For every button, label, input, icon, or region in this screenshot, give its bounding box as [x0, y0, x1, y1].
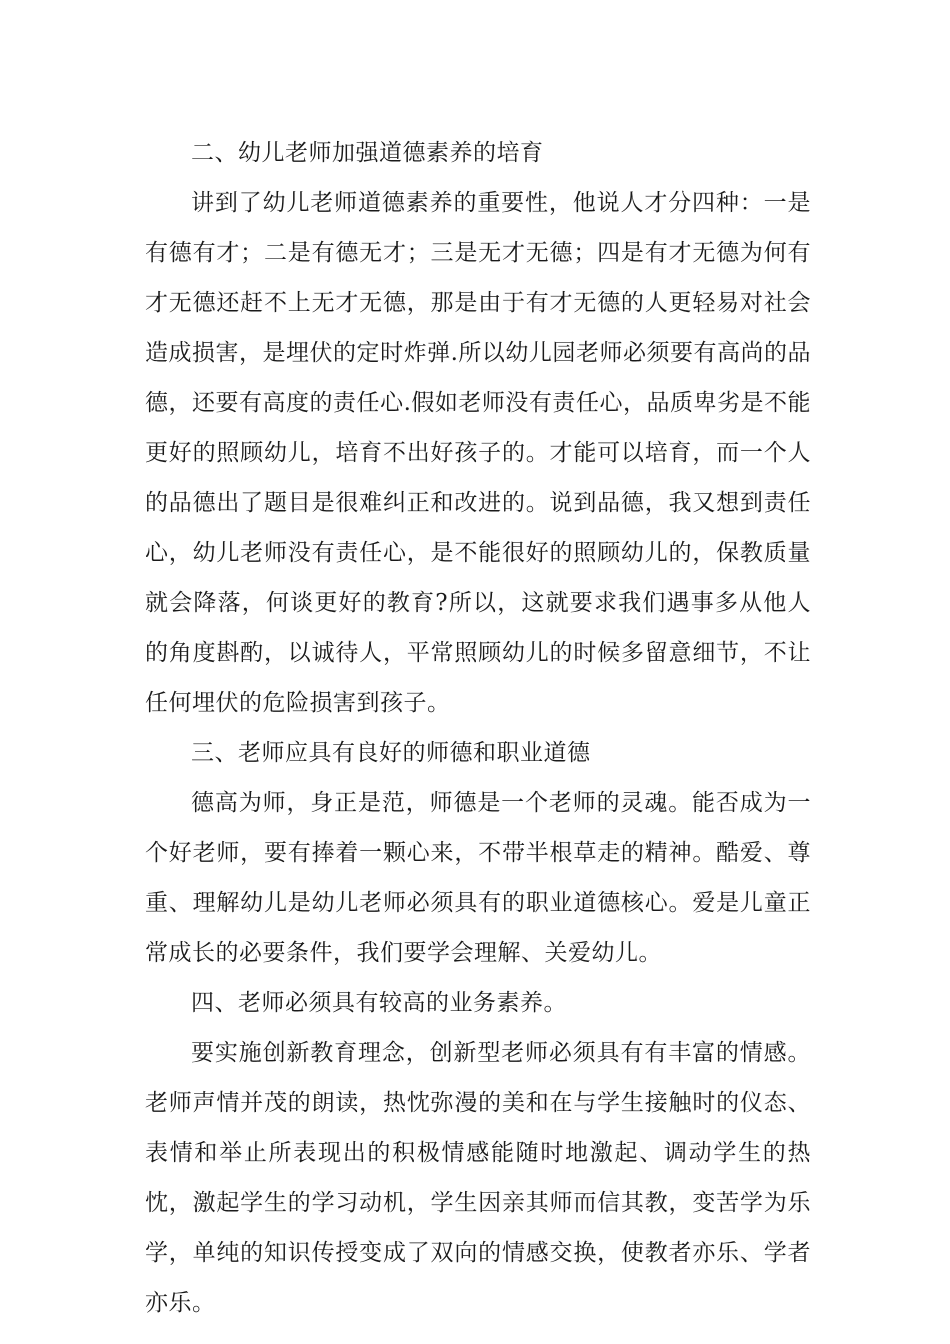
section-heading-4: 四、老师必须具有较高的业务素养。 — [191, 990, 567, 1016]
section-paragraph-3: 德高为师，身正是范，师德是一个老师的灵魂。能否成为一个好老师，要有捧着一颗心来，不带半根草走的精神。酷爱、尊重、理解幼儿是幼儿老师必须具有的职业道德核心。爱是儿童正常成长的必要条件，我们要学会理解、关爱幼儿。 — [145, 790, 811, 966]
document-body — [145, 128, 811, 1328]
section-heading-3: 三、老师应具有良好的师德和职业道德 — [191, 740, 591, 766]
section-paragraph-2: 讲到了幼儿老师道德素养的重要性，他说人才分四种：一是有德有才；二是有德无才；三是无才无德；四是有才无德为何有才无德还赶不上无才无德，那是由于有才无德的人更轻易对社会造成损害，是埋伏的定时炸弹.所以幼儿园老师必须要有高尚的品德，还要有高度的责任心.假如老师没有责任心，品质卑劣是不能更好的照顾幼儿，培育不出好孩子的。才能可以培育，而一个人的品德出了题目是很难纠正和改进的。说到品德，我又想到责任心，幼儿老师没有责任心，是不能很好的照顾幼儿的，保教质量就会降落，何谈更好的教育?所以，这就要求我们遇事多从他人的角度斟酌，以诚待人，平常照顾幼儿的时候多留意细节，不让任何埋伏的危险损害到孩子。 — [145, 190, 811, 716]
section-heading-2: 二、幼儿老师加强道德素养的培育 — [191, 140, 544, 166]
section-paragraph-4: 要实施创新教育理念，创新型老师必须具有有丰富的情感。老师声情并茂的朗读，热忱弥漫的美和在与学生接触时的仪态、表情和举止所表现出的积极情感能随时地激起、调动学生的热忱，激起学生的学习动机，学生因亲其师而信其教，变苦学为乐学，单纯的知识传授变成了双向的情感交换，使教者亦乐、学者亦乐。 — [145, 1040, 811, 1316]
